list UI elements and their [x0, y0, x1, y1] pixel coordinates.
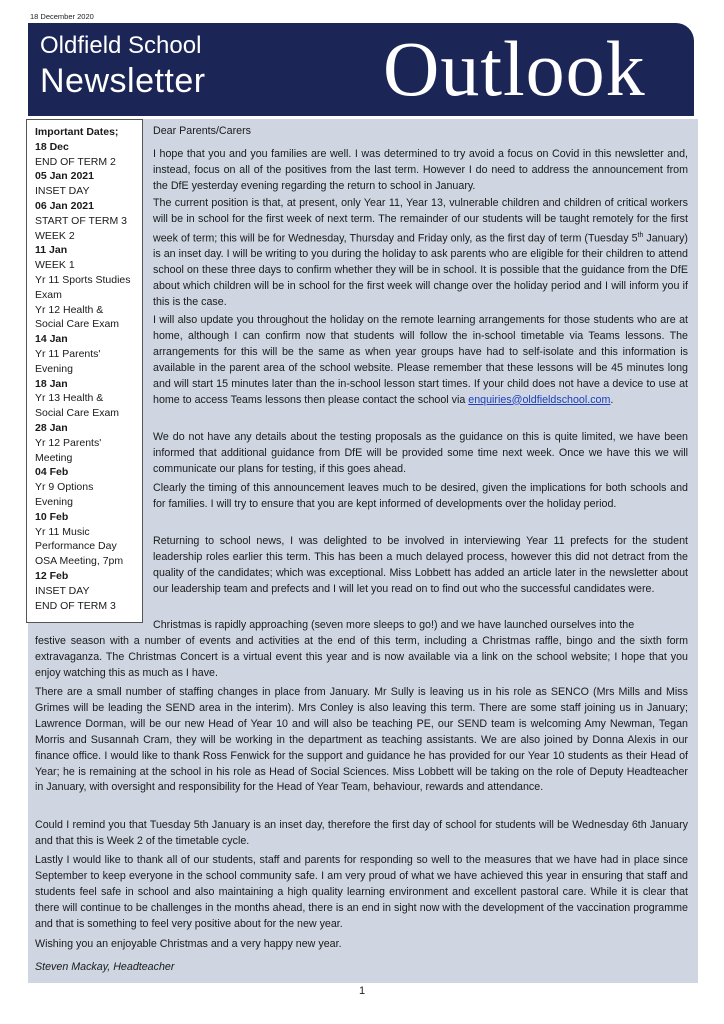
- date-entry-event: Exam: [35, 288, 62, 301]
- paragraph-3-text: I will also update you throughout the holiday on the remote learning arrangements for those students who are at home, although I can confirm now that students will follow the in-school timetable via Teams lessons. The arrangements for this will be the same as when year groups have had to self-isolate and this information is available in the parent area of the school website. Please remember that these lessons will be 45 minutes long and will start 15 minutes later than the in-school lesson start times. If your child does not have a device to use at home to access Teams lessons then please contact the school via: [153, 314, 688, 406]
- issue-date: 18 December 2020: [30, 12, 94, 21]
- date-entry-event: Yr 9 Options: [35, 481, 94, 494]
- date-entry-event: Yr 11 Sports Studies: [35, 273, 131, 286]
- date-entry-event: Social Care Exam: [35, 318, 120, 331]
- date-entry-event: WEEK 2: [35, 229, 75, 242]
- date-entry-event: END OF TERM 3: [35, 599, 116, 612]
- date-entry-date: 28 Jan: [35, 421, 68, 434]
- newsletter-label: Newsletter: [40, 62, 206, 100]
- date-entry-event: START OF TERM 3: [35, 214, 127, 227]
- date-entry-event: WEEK 1: [35, 259, 75, 272]
- paragraph-6: Returning to school news, I was delighted to be involved in interviewing Year 11 prefects for the student leadership roles earlier this term. This has been a much delayed process, however this did not detract from the quality of the candidates; which was exceptional. Miss Lobbett has added an article later in the newsletter about our leadership team and prefects and I will let you read on to find out who the successful candidates were.: [153, 535, 688, 595]
- paragraph-3-end: .: [610, 393, 614, 406]
- paragraph-9: Could I remind you that Tuesday 5th January is an inset day, therefore the first day of school for students will be Wednesday 6th January and that this is Week 2 of the timetable cycle.: [35, 819, 688, 847]
- greeting: Dear Parents/Carers: [153, 125, 252, 137]
- date-entry-date: 11 Jan: [35, 244, 68, 257]
- date-entry-event: Meeting: [35, 451, 73, 464]
- paragraph-2: [153, 196, 688, 311]
- page-number: 1: [358, 985, 366, 997]
- date-entry-event: INSET DAY: [35, 185, 90, 198]
- important-dates-box: [26, 119, 143, 623]
- paragraph-1: I hope that you and you families are well. I was determined to try avoid a focus on Covid in this newsletter and, instead, focus on all of the positives from the last term. However I do need to address the announcement from the DfE yesterday evening regarding the return to school in January.: [153, 148, 688, 192]
- paragraph-4: We do not have any details about the testing proposals as the guidance on this is quite limited, we have been informed that additional guidance from DfE will be provided some time next week. Once we have this we will communicate our plans for testing, if this goes ahead.: [153, 431, 688, 475]
- date-entry-event: OSA Meeting, 7pm: [35, 555, 124, 568]
- dates-list: [35, 140, 142, 614]
- important-dates-heading: Important Dates;: [35, 126, 119, 138]
- date-entry-date: 04 Feb: [35, 466, 69, 479]
- signature: Steven Mackay, Headteacher: [35, 961, 175, 973]
- school-name: Oldfield School: [40, 32, 202, 59]
- date-entry-date: 14 Jan: [35, 333, 68, 346]
- date-entry-event: Yr 13 Health &: [35, 392, 104, 405]
- paragraph-5: Clearly the timing of this announcement leaves much to be desired, given the implications for both schools and for families. I will try to ensure that you are kept informed of developments over the holiday period.: [153, 482, 688, 510]
- date-entry-event: INSET DAY: [35, 584, 90, 597]
- newsletter-banner: [28, 23, 694, 116]
- paragraph-11: Wishing you an enjoyable Christmas and a very happy new year.: [35, 938, 342, 950]
- date-entry-date: 06 Jan 2021: [35, 199, 94, 212]
- paragraph-7-first-line: Christmas is rapidly approaching (seven more sleeps to go!) and we have launched ourselves into the: [153, 619, 635, 631]
- date-entry-event: Social Care Exam: [35, 407, 120, 420]
- date-entry-event: Performance Day: [35, 540, 117, 553]
- paragraph-7: festive season with a number of events and activities at the end of this term, including a Christmas raffle, bingo and the sixth form extravaganza. The Christmas Concert is a virtual event this year and is now available via a link on the school website; I hope that you enjoy watching this as much as I have.: [35, 635, 688, 679]
- date-entry-event: Evening: [35, 495, 73, 508]
- date-entry-date: 18 Dec: [35, 140, 69, 153]
- enquiries-email-link[interactable]: enquiries@oldfieldschool.com: [468, 393, 611, 406]
- date-entry-event: Evening: [35, 362, 73, 375]
- date-entry-date: 05 Jan 2021: [35, 170, 94, 183]
- paragraph-2-text-a: The current position is that, at present, only Year 11, Year 13, vulnerable children and children of critical workers will be in school for the first week of next term. The remainder of our students will be taught remotely for the first week of term; this will be for Wednesday, Thursday and Friday only, as the first day of term (Tuesday 5: [153, 197, 688, 245]
- paragraph-2-text-b: January) is an inset day. I will be writing to you during the holiday to ask parents who are eligible for their children to attend school on these three days to confirm whether they will be in school. It is possible that the guidance from the DfE about which children will be in school for the first week will change over the holiday period and I will inform you if this is the case.: [153, 232, 688, 308]
- date-entry-event: END OF TERM 2: [35, 155, 116, 168]
- date-entry-event: Yr 11 Parents': [35, 347, 101, 360]
- newsletter-title: Outlook: [383, 25, 646, 112]
- date-entry-date: 10 Feb: [35, 510, 69, 523]
- paragraph-2-sup: th: [637, 231, 644, 239]
- paragraph-10: Lastly I would like to thank all of our students, staff and parents for responding so well to the measures that we have had in place since September to keep everyone in the school community safe. I am very proud of what we have achieved this year in ensuring that staff and students feel safe in school and also maintaining a high quality learning environment and excellent pastoral care. While it is clear that there will continue to be challenges in the months ahead, there is an end in sight now with the development of the vaccination programme and that is something to feel very positive about for the new year.: [35, 854, 688, 930]
- date-entry-date: 18 Jan: [35, 377, 68, 390]
- date-entry-date: 12 Feb: [35, 569, 69, 582]
- date-entry-event: Yr 12 Health &: [35, 303, 104, 316]
- paragraph-3: [153, 313, 688, 408]
- date-entry-event: Yr 11 Music: [35, 525, 90, 538]
- date-entry-event: Yr 12 Parents': [35, 436, 102, 449]
- paragraph-8: There are a small number of staffing changes in place from January. Mr Sully is leaving us in his role as SENCO (Mrs Mills and Miss Grimes will be leading the SEND area in the interim). Mrs Conley is also leaving this term. There are some staff joining us in January; Lawrence Dorman, will be our new Head of Year 10 and will also be teaching PE, our SEND team is welcoming Amy Newman, Tegan Morris and Susannah Cram, they will be working in the department as teaching assistants. We are also joined by Donna Alexis in our finance office. I would like to thank Ross Fenwick for the support and guidance he has provided for our Year 10 students as their Head of Year; he is remaining at the school in his role as Head of Social Sciences. Miss Lobbett will be taking on the role of Deputy Headteacher in January, with oversight and responsibility for the Head of Year Team, behaviour, rewards and attendance.: [35, 686, 688, 794]
